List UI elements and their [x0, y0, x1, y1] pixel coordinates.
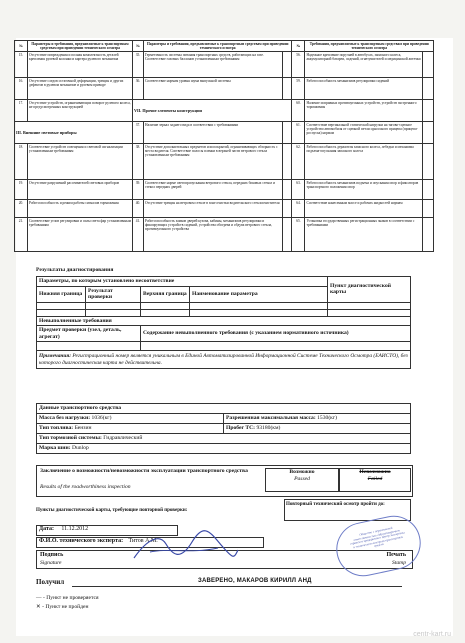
item-text: Отсутствие дополнительных предметов или покрытий, ограничивающих обзорность с места водителя. Соответствие полосы пленки в верхней части ветрового стекла установленным требованиям: [144, 144, 283, 180]
repeat-label: Повторный технический осмотр пройти до:: [286, 502, 385, 507]
item-number: 38.: [133, 144, 144, 180]
param-name-header: Наименование параметра: [190, 286, 328, 302]
stamp-label-en: Stamp: [392, 560, 406, 566]
item-mark: [283, 78, 292, 100]
unmet-title: Невыполненные требования: [37, 316, 411, 326]
subject-header: Предмет проверки (узел, деталь, агрегат): [37, 326, 141, 342]
passed-label: Возможно: [289, 469, 315, 475]
item-text: Соответствие вертикальной статической нагрузки на тягово-сцепное устройство автомобиля от сцепной петли одноосного прицепа (прицепа-роспуска) нормам: [305, 122, 423, 144]
signature-label: Подпись: [40, 552, 64, 558]
item-number: 16.: [15, 78, 28, 100]
item-text: Установка государственных регистрационных знаков в соответствии с требованиями: [305, 218, 423, 252]
item-text: Отсутствие разрушений рассеивателей световых приборов: [28, 180, 133, 200]
table-row: [15, 144, 434, 180]
item-text: Соответствие нанесенным массе и рабочих жидкостей нормам: [305, 200, 423, 218]
item-number: 62.: [292, 144, 305, 180]
results-title: Результаты диагностирования: [36, 267, 114, 273]
item-mark: [283, 122, 292, 144]
fuel-label: Тип топлива:: [39, 425, 74, 431]
table-row: [15, 200, 434, 218]
item-number: 61.: [292, 122, 305, 144]
max-mass-label: Разрешенная максимальная масса:: [226, 415, 316, 421]
received-value: ЗАВЕРЕНО, МАКАРОВ КИРИЛЛ АНД: [198, 578, 312, 584]
retest-label: Пункты диагностической карты, требующие повторной проверки:: [36, 508, 188, 513]
brake-label: Тип тормозной системы:: [39, 435, 102, 441]
item-text: Отсутствие повреждения и полная комплектность деталей крепления рулевой колонки и картера рулевого механизма: [28, 52, 133, 78]
upper-bound-header: Верхняя граница: [141, 286, 190, 302]
item-title: Пункт диагностической карты: [328, 277, 411, 303]
retest-area: [36, 499, 411, 521]
item-mark: [423, 218, 434, 252]
item-number: 37.: [133, 122, 144, 144]
item-number: 19.: [15, 180, 28, 200]
brake-value: Гидравлический: [103, 435, 143, 441]
mileage-label: Пробег ТС:: [226, 425, 256, 431]
failed-label-en: Failed: [367, 476, 383, 482]
table-row: [15, 218, 434, 252]
item-number: 64.: [292, 200, 305, 218]
max-mass-value: 1530(кг): [317, 415, 338, 421]
item-mark: [423, 180, 434, 200]
item-number: 60.: [292, 100, 305, 122]
item-number: 35.: [133, 52, 144, 78]
item-number: 39.: [133, 180, 144, 200]
item-mark: [423, 52, 434, 78]
item-number: 21.: [15, 218, 28, 252]
note-label: Примечания:: [39, 353, 71, 359]
tyre-value: Dunlop: [71, 445, 89, 451]
item-text: Работоспособность и режим работы сигналов торможения: [28, 200, 133, 218]
failed-box: [339, 468, 411, 492]
col-param: Параметры и требования, предъявляемые к транспортным средствам при проведении технического осмотра: [28, 41, 133, 52]
section-heading: III. Внешние световые приборы: [15, 122, 133, 144]
note-text: Регистрационный номер является уникальным в Единой Автоматизированной Информационной Системе Технического Осмотра (ЕАИСТО), без которого диагностическая карта не действительна.: [39, 353, 408, 366]
item-number: 41.: [133, 218, 144, 252]
col-num: №: [133, 41, 144, 52]
item-number: 56.: [292, 52, 305, 78]
item-number: 63.: [292, 180, 305, 200]
signature-label-en: Signature: [40, 560, 62, 566]
expert-value: Титов А.М.: [128, 538, 158, 544]
date-value: 11.12.2012: [61, 526, 89, 532]
table-row: [15, 122, 434, 144]
item-mark: [283, 144, 292, 180]
item-text: Работоспособность замков дверей кузова, кабины, механизмов регулировки и фиксирующих устройств сидений, устройства обогрева и обдува ветрового стекла, противоугонного устройства: [144, 218, 283, 252]
passed-box: [265, 468, 339, 492]
note-cell: [37, 351, 411, 369]
result-header: Результат проверки: [86, 286, 141, 302]
item-text: Соответствие углов регулировки и силы света фар установленным требованиям: [28, 218, 133, 252]
item-number: 17.: [15, 100, 28, 122]
item-mark: [283, 180, 292, 200]
item-text: Отсутствие трещин на ветровом стекле в зоне очистки водительского стеклоочистителя: [144, 200, 283, 218]
passed-label-en: Passed: [294, 476, 310, 482]
item-mark: [283, 218, 292, 252]
item-number: 20.: [15, 200, 28, 218]
stamp-label: Печать: [386, 552, 406, 558]
received-label: Получил: [36, 578, 65, 586]
lower-bound-header: Нижняя граница: [37, 286, 86, 302]
content-header: Содержание невыполненного требования (с указанием нормативного источника): [141, 326, 411, 342]
item-text: Наличие исправных противоугонных устройств, устройств экстренного торможения: [305, 100, 423, 122]
conclusion-label-en: Results of the roadworthiness inspection: [40, 484, 131, 490]
item-text: Соответствие норме светопропускания ветрового стекла, передних боковых стекол и стекол передних дверей: [144, 180, 283, 200]
results-table: [36, 276, 411, 369]
item-mark: [423, 100, 434, 122]
conclusion-box: [36, 465, 413, 497]
date-label: Дата:: [39, 526, 54, 532]
legend-not-passed: ✕ - Пункт не пройден: [36, 604, 89, 610]
item-mark: [423, 78, 434, 100]
requirements-table: [14, 40, 434, 252]
mileage-value: 93180(км): [256, 425, 281, 431]
col-num: №: [292, 41, 305, 52]
table-row: [15, 78, 434, 100]
vehicle-title: Данные транспортного средства: [37, 404, 411, 414]
section-heading: VII. Прочие элементы конструкции: [133, 100, 292, 122]
item-mark: [423, 200, 434, 218]
item-text: Наличие зеркал заднего вида в соответствии с требованиями: [144, 122, 283, 144]
table-row: [15, 180, 434, 200]
watermark: centr-kart.ru: [413, 631, 451, 638]
table-header-row: [15, 41, 434, 52]
tyre-label: Марка шин:: [39, 445, 71, 451]
item-text: Надежное крепление поручней в автобусах, запасного колеса, аккумуляторной батареи, сидений, огнетушителей и медицинской аптечки: [305, 52, 423, 78]
legend-not-checked: — - Пункт не проверяется: [36, 595, 99, 601]
item-number: 18.: [15, 144, 28, 180]
expert-label: Ф.И.О. технического эксперта:: [39, 538, 124, 544]
item-number: 59.: [292, 78, 305, 100]
params-title: Параметры, по которым установлено несоответствие: [37, 277, 328, 287]
failed-label: Невозможно: [359, 469, 391, 475]
conclusion-label: Заключение о возможности/невозможности эксплуатации транспортного средства: [40, 468, 248, 474]
stamp-text: Общество с ограниченной ответственностью «Мультимарочное сервисное предприятие» Центр экспертизы и технического контроля транспортных средств: [349, 525, 405, 549]
item-text: Работоспособность механизмов регулировки сидений: [305, 78, 423, 100]
fuel-value: Бензин: [74, 425, 92, 431]
item-number: 36.: [133, 78, 144, 100]
item-text: Герметичность системы питания транспортных средств, работающих на газе. Соответствие газовых баллонов установленным требованиям: [144, 52, 283, 78]
item-mark: [283, 52, 292, 78]
item-text: Соответствие нормам уровня шума выпускной системы: [144, 78, 283, 100]
table-row: [15, 100, 434, 122]
col-param: Параметры и требования, предъявляемые к транспортным средствам при проведении технического осмотра: [144, 41, 292, 52]
item-text: Отсутствие устройств, ограничивающих поворот рулевого колеса, не предусмотренных конструкцией: [28, 100, 133, 122]
col-num: №: [15, 41, 28, 52]
col-param: Требования, предъявляемые к транспортным средствам при проведении технического осмотра: [305, 41, 434, 52]
vehicle-table: [36, 403, 411, 454]
item-mark: [283, 200, 292, 218]
item-text: Работоспособность держателя запасного колеса, лебедки и механизма подъема-опускания запасного колеса: [305, 144, 423, 180]
item-mark: [423, 122, 434, 144]
received-line: [72, 586, 402, 587]
item-text: Работоспособность механизмов подъема и опускания опор и фиксаторов транспортного положения опор: [305, 180, 423, 200]
item-number: 15.: [15, 52, 28, 78]
handwritten-signature: [130, 528, 240, 566]
item-number: 65.: [292, 218, 305, 252]
table-row: [15, 52, 434, 78]
item-number: 40.: [133, 200, 144, 218]
item-mark: [423, 144, 434, 180]
item-text: Соответствие устройств освещения и световой сигнализации установленным требованиям: [28, 144, 133, 180]
empty-mass-label: Масса без нагрузки:: [39, 415, 91, 421]
empty-mass-value: 1036(кг): [91, 415, 112, 421]
item-text: Отсутствие следов остаточной деформации, трещин и других дефектов в рулевом механизме и рулевом приводе: [28, 78, 133, 100]
